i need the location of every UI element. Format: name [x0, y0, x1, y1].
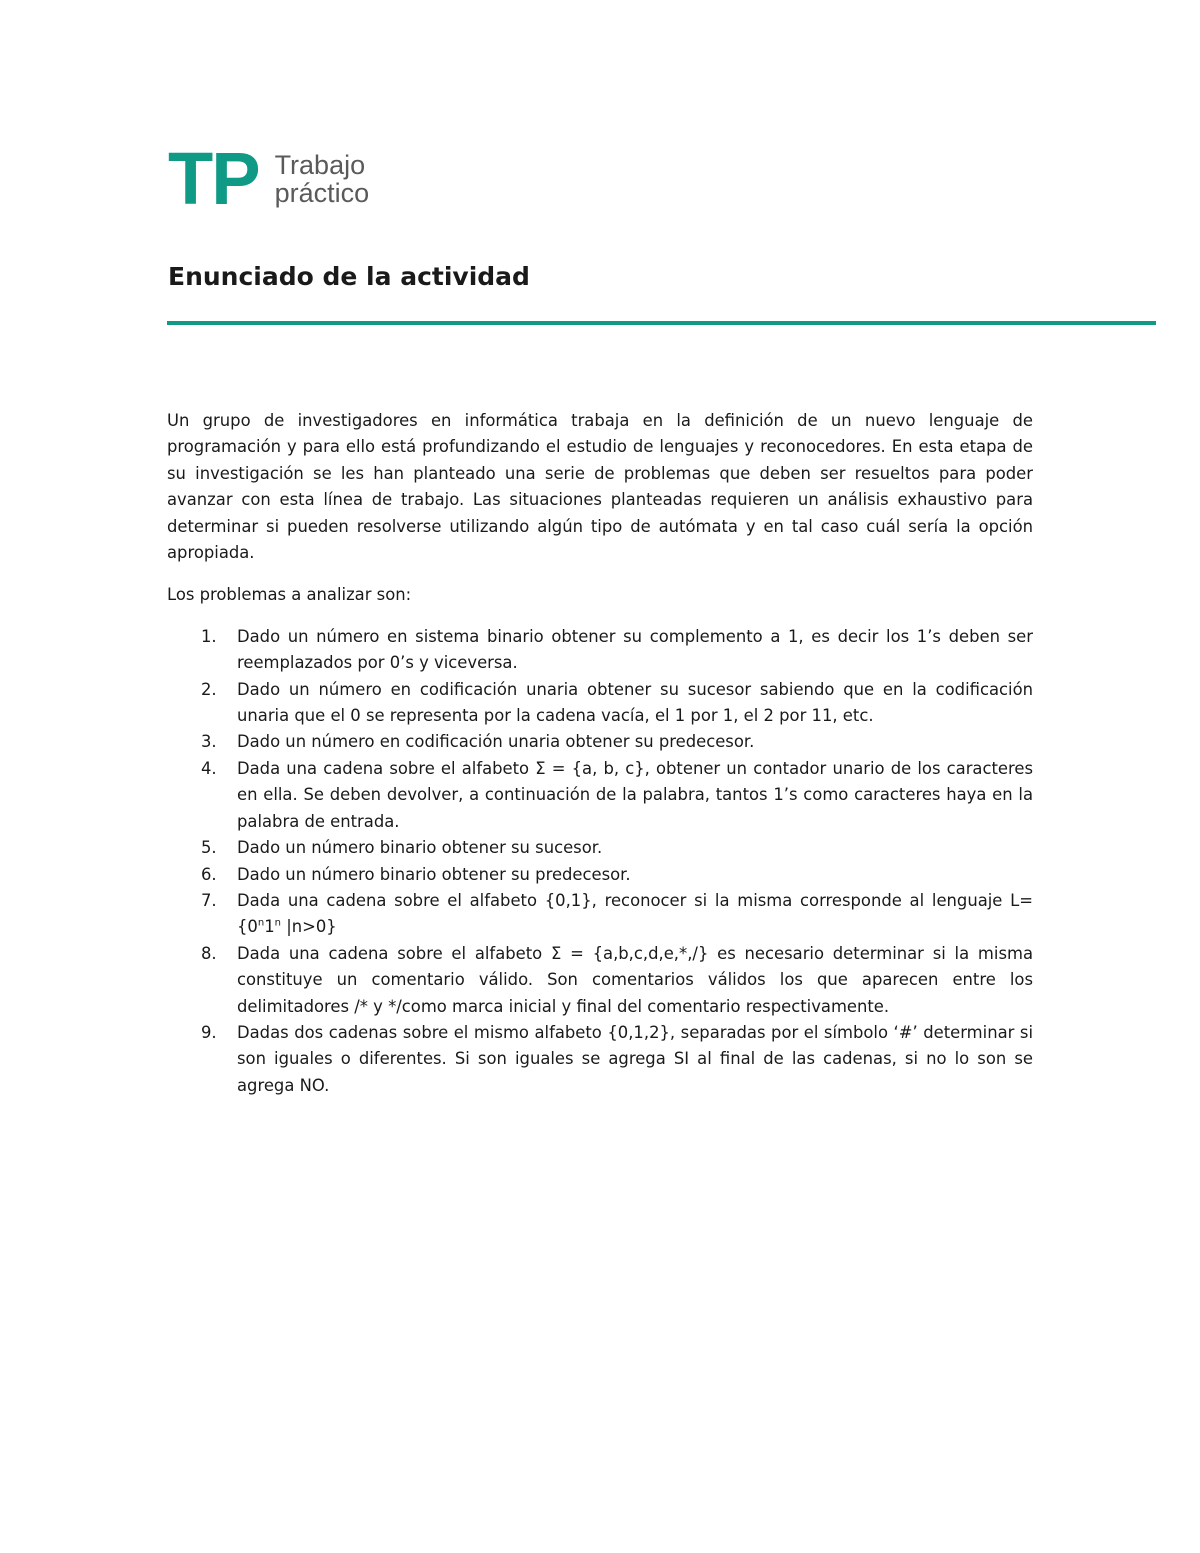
list-item	[167, 756, 1033, 835]
list-item-text: Dadas dos cadenas sobre el mismo alfabeto {0,1,2}, separadas por el símbolo ‘#’ determinar si son iguales o diferentes. Si son iguales se agrega SI al final de las cadenas, si no lo son se agrega NO.	[237, 1022, 1033, 1095]
list-item	[167, 862, 1033, 888]
list-item	[167, 1020, 1033, 1099]
list-item-number: 9.	[201, 1022, 217, 1042]
logo-text	[275, 151, 370, 207]
list-item-number: 2.	[201, 679, 217, 699]
list-item-text-mid: 1	[264, 917, 275, 937]
list-item-number: 1.	[201, 626, 217, 646]
list-item-text-before: Dada una cadena sobre el alfabeto {0,1}, reconocer si la misma corresponde al lenguaje L= {0	[237, 890, 1033, 937]
list-item-text: Dado un número binario obtener su predecesor.	[237, 864, 631, 884]
list-item-number: 7.	[201, 890, 217, 910]
list-item-text-after: |n>0}	[280, 917, 337, 937]
document-body	[167, 408, 1033, 1099]
logo-mark: TP	[168, 137, 259, 220]
problems-list	[167, 624, 1033, 1099]
logo-text-line1: Trabajo	[274, 150, 366, 180]
list-item-text: Dada una cadena sobre el alfabeto Σ = {a,b,c,d,e,*,/} es necesario determinar si la misma constituye un comentario válido. Son comentarios válidos los que aparecen entre los delimitadores /* y */como marca inicial y final del comentario respectivamente.	[237, 943, 1033, 1016]
heading-divider	[167, 321, 1156, 325]
list-item-number: 5.	[201, 838, 217, 858]
intro-paragraph: Un grupo de investigadores en informática trabaja en la definición de un nuevo lenguaje de programación y para ello está profundizando el estudio de lenguajes y reconocedores. En esta etapa de su investigación se les han planteado una serie de problemas que deben ser resueltos para poder avanzar con esta línea de trabajo. Las situaciones planteadas requieren un análisis exhaustivo para determinar si pueden resolverse utilizando algún tipo de autómata y en tal caso cuál sería la opción apropiada.	[167, 411, 1033, 563]
list-item-number: 6.	[201, 864, 217, 884]
list-item-text: Dado un número binario obtener su sucesor.	[237, 838, 603, 858]
list-item	[167, 624, 1033, 677]
list-item	[167, 729, 1033, 755]
tp-logo	[168, 137, 370, 220]
list-item	[167, 835, 1033, 861]
list-item	[167, 677, 1033, 730]
list-item-text	[237, 891, 1033, 936]
list-item-text: Dada una cadena sobre el alfabeto Σ = {a, b, c}, obtener un contador unario de los caracteres en ella. Se deben devolver, a continuación de la palabra, tantos 1’s como caracteres haya en la palabra de entrada.	[237, 758, 1033, 831]
list-item-text: Dado un número en codificación unaria obtener su predecesor.	[237, 732, 755, 752]
list-item-number: 4.	[201, 758, 217, 778]
superscript-n: n	[274, 917, 281, 929]
list-item-number: 3.	[201, 732, 217, 752]
problems-lead: Los problemas a analizar son:	[167, 585, 412, 605]
page-title: Enunciado de la actividad	[168, 262, 530, 291]
list-item-text: Dado un número en codificación unaria obtener su sucesor sabiendo que en la codificación unaria que el 0 se representa por la cadena vacía, el 1 por 1, el 2 por 11, etc.	[237, 679, 1033, 726]
list-item	[167, 941, 1033, 1020]
superscript-n: n	[257, 917, 265, 929]
list-item	[167, 888, 1033, 941]
list-item-text: Dado un número en sistema binario obtener su complemento a 1, es decir los 1’s deben ser reemplazados por 0’s y viceversa.	[237, 626, 1033, 673]
logo-text-line2: práctico	[274, 178, 370, 208]
list-item-number: 8.	[201, 943, 217, 963]
